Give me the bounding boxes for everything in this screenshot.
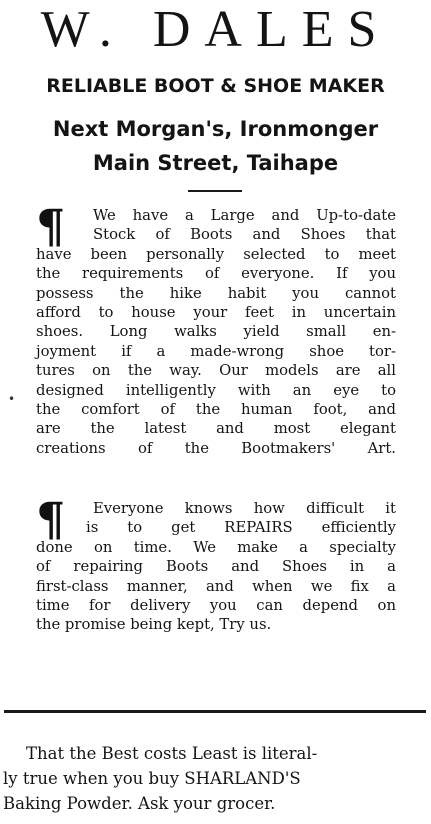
paragraph-line: designed intelligently with an eye to (36, 381, 396, 399)
paragraph-line: We have a Large and Up-to-date (93, 207, 396, 224)
paragraph-line: tures on the way. Our models are all (36, 362, 396, 380)
paragraph-line: possess the hike habit you cannot (36, 284, 396, 302)
paragraph-line: the comfort of the human foot, and (36, 400, 396, 418)
advert-trade: RELIABLE BOOT & SHOE MAKER (46, 75, 385, 97)
paragraph-line: Stock of Boots and Shoes that (93, 226, 396, 244)
paragraph-line: first-class manner, and when we fix a (36, 577, 396, 595)
notice-line: ly true when you buy SHARLAND'S (3, 769, 301, 788)
advert-title: W. DALES (40, 1, 391, 58)
advert-address-line-2: Main Street, Taihape (92, 151, 339, 175)
print-speck: • (8, 392, 16, 406)
short-divider-rule (188, 190, 242, 192)
paragraph-line: Everyone knows how difficult it (93, 500, 396, 517)
advert-address-line-1: Next Morgan's, Ironmonger (52, 117, 379, 141)
paragraph-line: the requirements of everyone. If you (36, 265, 396, 283)
advert-paragraph-stock (36, 206, 396, 458)
pilcrow-icon: ¶ (36, 199, 66, 253)
paragraph-line: afford to house your feet in uncertain (36, 303, 396, 321)
paragraph-line: time for delivery you can depend on (36, 596, 396, 614)
notice-line: Baking Powder. Ask your grocer. (3, 794, 276, 813)
pilcrow-icon: ¶ (36, 492, 66, 546)
paragraph-line: of repairing Boots and Shoes in a (36, 558, 396, 576)
advert-paragraph-repairs (36, 499, 396, 635)
paragraph-line: the promise being kept, Try us. (36, 616, 272, 634)
paragraph-line: shoes. Long walks yield small en- (36, 323, 396, 341)
paragraph-line: done on time. We make a specialty (36, 538, 396, 556)
notice-line: That the Best costs Least is literal- (26, 744, 318, 763)
paragraph-line: have been personally selected to meet (36, 245, 396, 263)
paragraph-line: are the latest and most elegant (36, 420, 396, 438)
paragraph-line: creations of the Bootmakers' Art. (36, 439, 396, 457)
sharland-notice (0, 741, 430, 816)
paragraph-line: is to get REPAIRS efficiently (86, 519, 396, 537)
column-divider-rule (4, 710, 426, 713)
paragraph-line: joyment if a made-wrong shoe tor- (36, 342, 396, 360)
